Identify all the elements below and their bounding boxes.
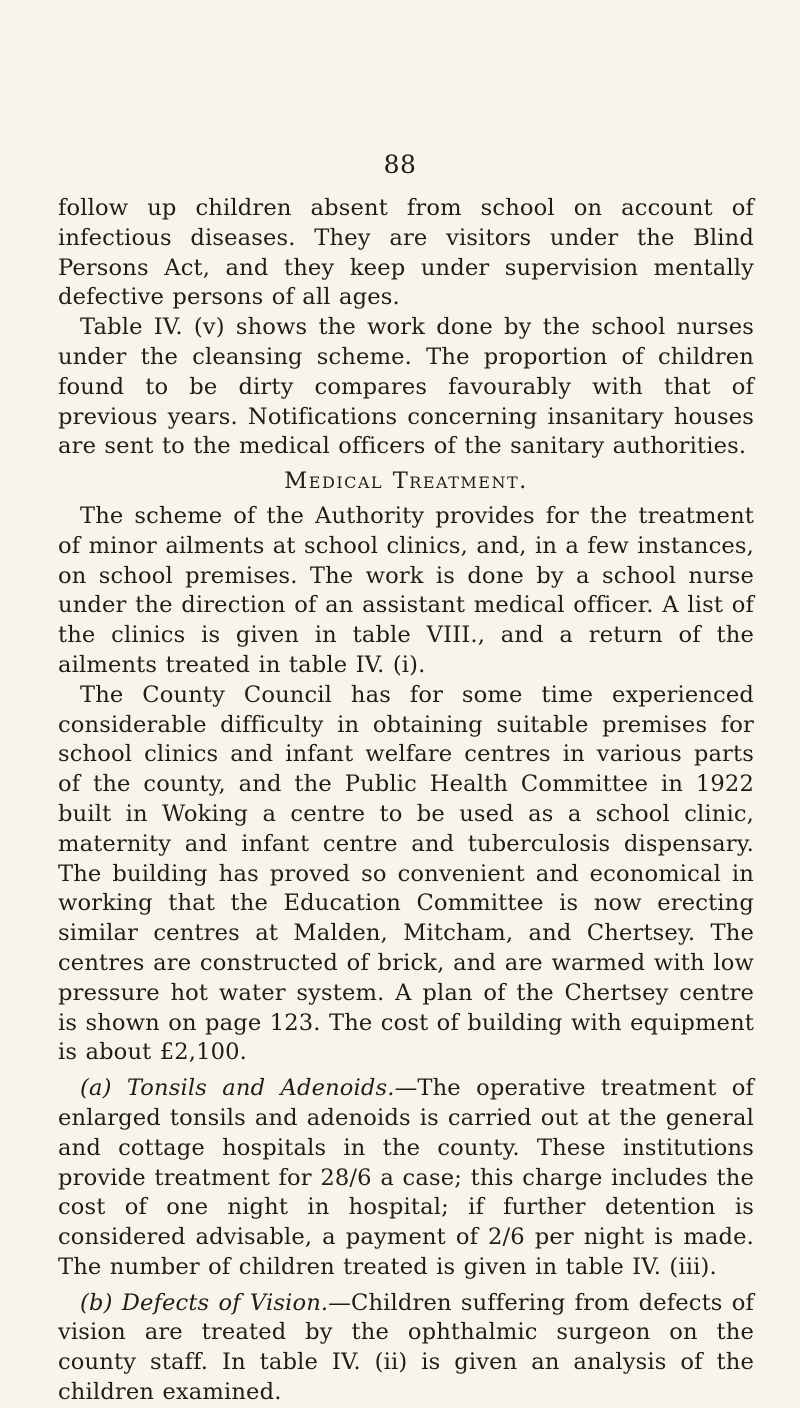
body-text: [58, 194, 754, 1408]
paragraph-cleansing-scheme: Table IV. (v) shows the work done by the school nurses under the cleansing scheme. The proportion of children found to be dirty compares favourably with that of previous years. Notifications concerning insanitary houses are sent to the medical officers of the sanitary authorities.: [58, 314, 754, 460]
tonsils-adenoids-heading: (a) Tonsils and Adenoids.: [80, 1075, 395, 1102]
paragraph-infectious-diseases: follow up children absent from school on account of infectious diseases. They are visitors under the Blind Persons Act, and they keep under supervision mentally defective persons of all ages.: [58, 195, 754, 311]
section-heading-medical-treatment: Medical Treatment.: [284, 468, 528, 495]
tonsils-adenoids-text: —The operative treatment of enlarged tonsils and adenoids is carried out at the general and cottage hospitals in the county. These institutions provide treatment for 28/6 a case; this charge includes the cost of one night in hospital; if further detention is considered advisable, a payment of 2/6 per night is made. The number of children treated is given in table IV. (iii).: [58, 1075, 754, 1280]
paragraph-tonsils-adenoids: [58, 1074, 754, 1283]
defects-of-vision-heading: (b) Defects of Vision.: [80, 1289, 329, 1316]
defects-of-vision-text: —Children suffering from defects of vision are treated by the ophthalmic surgeon on the county staff. In table IV. (ii) is given an analysis of the children examined.: [58, 1289, 754, 1406]
paragraph-county-council-centres: The County Council has for some time experienced considerable difficulty in obtaining suitable premises for school clinics and infant welfare centres in various parts of the county, and the Public Health Committee in 1922 built in Woking a centre to be used as a school clinic, maternity and infant centre and tuberculosis dispensary. The building has proved so convenient and economical in working that the Education Committee is now erecting similar centres at Malden, Mitcham, and Chertsey. The centres are constructed of brick, and are warmed with low pressure hot water system. A plan of the Chertsey centre is shown on page 123. The cost of building with equipment is about £2,100.: [58, 681, 754, 1066]
page-number: 88: [383, 150, 417, 179]
paragraph-defects-of-vision: [58, 1289, 754, 1408]
paragraph-school-clinics: The scheme of the Authority provides for the treatment of minor ailments at school clinics, and, in a few instances, on school premises. The work is done by a school nurse under the direction of an assistant medical officer. A list of the clinics is given in table VIII., and a return of the ailments treated in table IV. (i).: [58, 502, 754, 678]
